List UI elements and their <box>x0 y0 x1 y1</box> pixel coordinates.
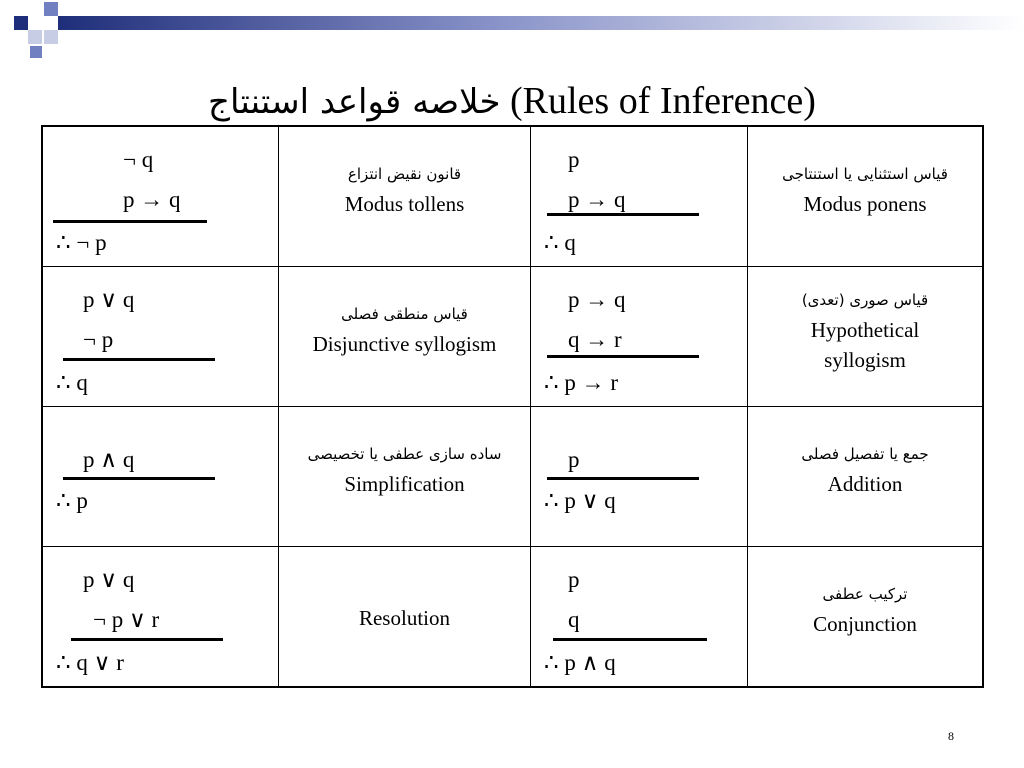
inference-line <box>63 477 215 480</box>
rule-name <box>748 407 982 499</box>
page-number: 8 <box>948 729 954 743</box>
rule-name-english: Modus tollens <box>344 192 465 216</box>
rule-name <box>748 267 982 375</box>
rule-name-persian: ترکیب عطفی <box>822 585 908 603</box>
rule-name-english: Modus ponens <box>803 192 927 216</box>
rule-name-english: Addition <box>827 472 903 496</box>
rule-symbols <box>43 547 278 686</box>
rule-name <box>279 127 530 219</box>
premise: q → r <box>568 327 622 352</box>
conclusion: ∴ q ∨ r <box>56 650 124 675</box>
rule-name <box>279 407 530 499</box>
premise: p ∨ q <box>83 287 135 312</box>
rule-name-persian: قیاس استثنایی یا استنتاجی <box>782 165 948 183</box>
rule-name-persian: جمع یا تفصیل فصلی <box>801 445 929 463</box>
inference-line <box>553 638 707 641</box>
title-english: (Rules of Inference) <box>509 80 816 122</box>
rule-symbols <box>43 127 278 266</box>
deco-square <box>44 30 58 44</box>
conclusion: ∴ p <box>56 488 88 513</box>
conclusion: ∴ q <box>56 370 88 395</box>
rule-symbols <box>43 267 278 406</box>
inference-line <box>547 477 699 480</box>
slide-title <box>0 78 1024 125</box>
rule-symbols <box>43 407 278 546</box>
conclusion: ∴ p → r <box>544 370 619 395</box>
rules-table <box>41 125 984 688</box>
table-row <box>42 267 983 407</box>
rule-name-english: Hypothetical syllogism <box>810 318 920 372</box>
premise: ¬ q <box>123 147 154 172</box>
premise: ¬ p ∨ r <box>93 607 160 632</box>
rule-name <box>748 547 982 639</box>
conclusion: ∴ p ∨ q <box>544 488 616 513</box>
conclusion: ∴ p ∧ q <box>544 650 616 675</box>
rule-symbols <box>531 127 747 266</box>
inference-line <box>547 355 699 358</box>
table-row <box>42 126 983 267</box>
rule-symbols <box>531 407 747 546</box>
rule-name-english: Disjunctive syllogism <box>312 332 497 356</box>
rule-name <box>748 127 982 219</box>
inference-line <box>63 358 215 361</box>
rule-name-persian: قانون نقیض انتزاع <box>347 165 462 183</box>
deco-square <box>30 46 42 58</box>
rule-name <box>279 547 530 633</box>
deco-gradient-bar <box>58 16 1024 30</box>
rule-name-english: Conjunction <box>813 612 917 636</box>
premise: p ∧ q <box>83 447 135 472</box>
deco-square <box>14 16 28 30</box>
premise: p → q <box>568 287 626 312</box>
deco-square <box>28 30 42 44</box>
rule-symbols <box>531 547 747 686</box>
premise: p ∨ q <box>83 567 135 592</box>
rule-name-persian: ساده سازی عطفی یا تخصیصی <box>307 445 502 463</box>
table-row <box>42 547 983 688</box>
rule-name-english: Resolution <box>358 606 450 630</box>
premise: p → q <box>123 187 181 212</box>
rule-name-persian: قیاس صوری (تعدی) <box>801 291 929 309</box>
premise: p <box>568 147 580 172</box>
table-row <box>42 407 983 547</box>
premise: q <box>568 607 580 632</box>
inference-line <box>71 638 223 641</box>
conclusion: ∴ q <box>544 230 576 255</box>
title-persian: خلاصه قواعد استنتاج <box>208 82 501 122</box>
rule-name-english: Simplification <box>344 472 465 496</box>
premise: p → q <box>568 187 626 212</box>
inference-line <box>547 213 699 216</box>
decorative-squares <box>0 0 1024 70</box>
conclusion: ∴ ¬ p <box>56 230 107 255</box>
premise: p <box>568 447 580 472</box>
rule-name <box>279 267 530 359</box>
premise: p <box>568 567 580 592</box>
rule-symbols <box>531 267 747 406</box>
premise: ¬ p <box>83 327 114 352</box>
deco-square <box>44 2 58 16</box>
inference-line <box>53 220 207 223</box>
rule-name-persian: قیاس منطقی فصلی <box>341 305 468 323</box>
